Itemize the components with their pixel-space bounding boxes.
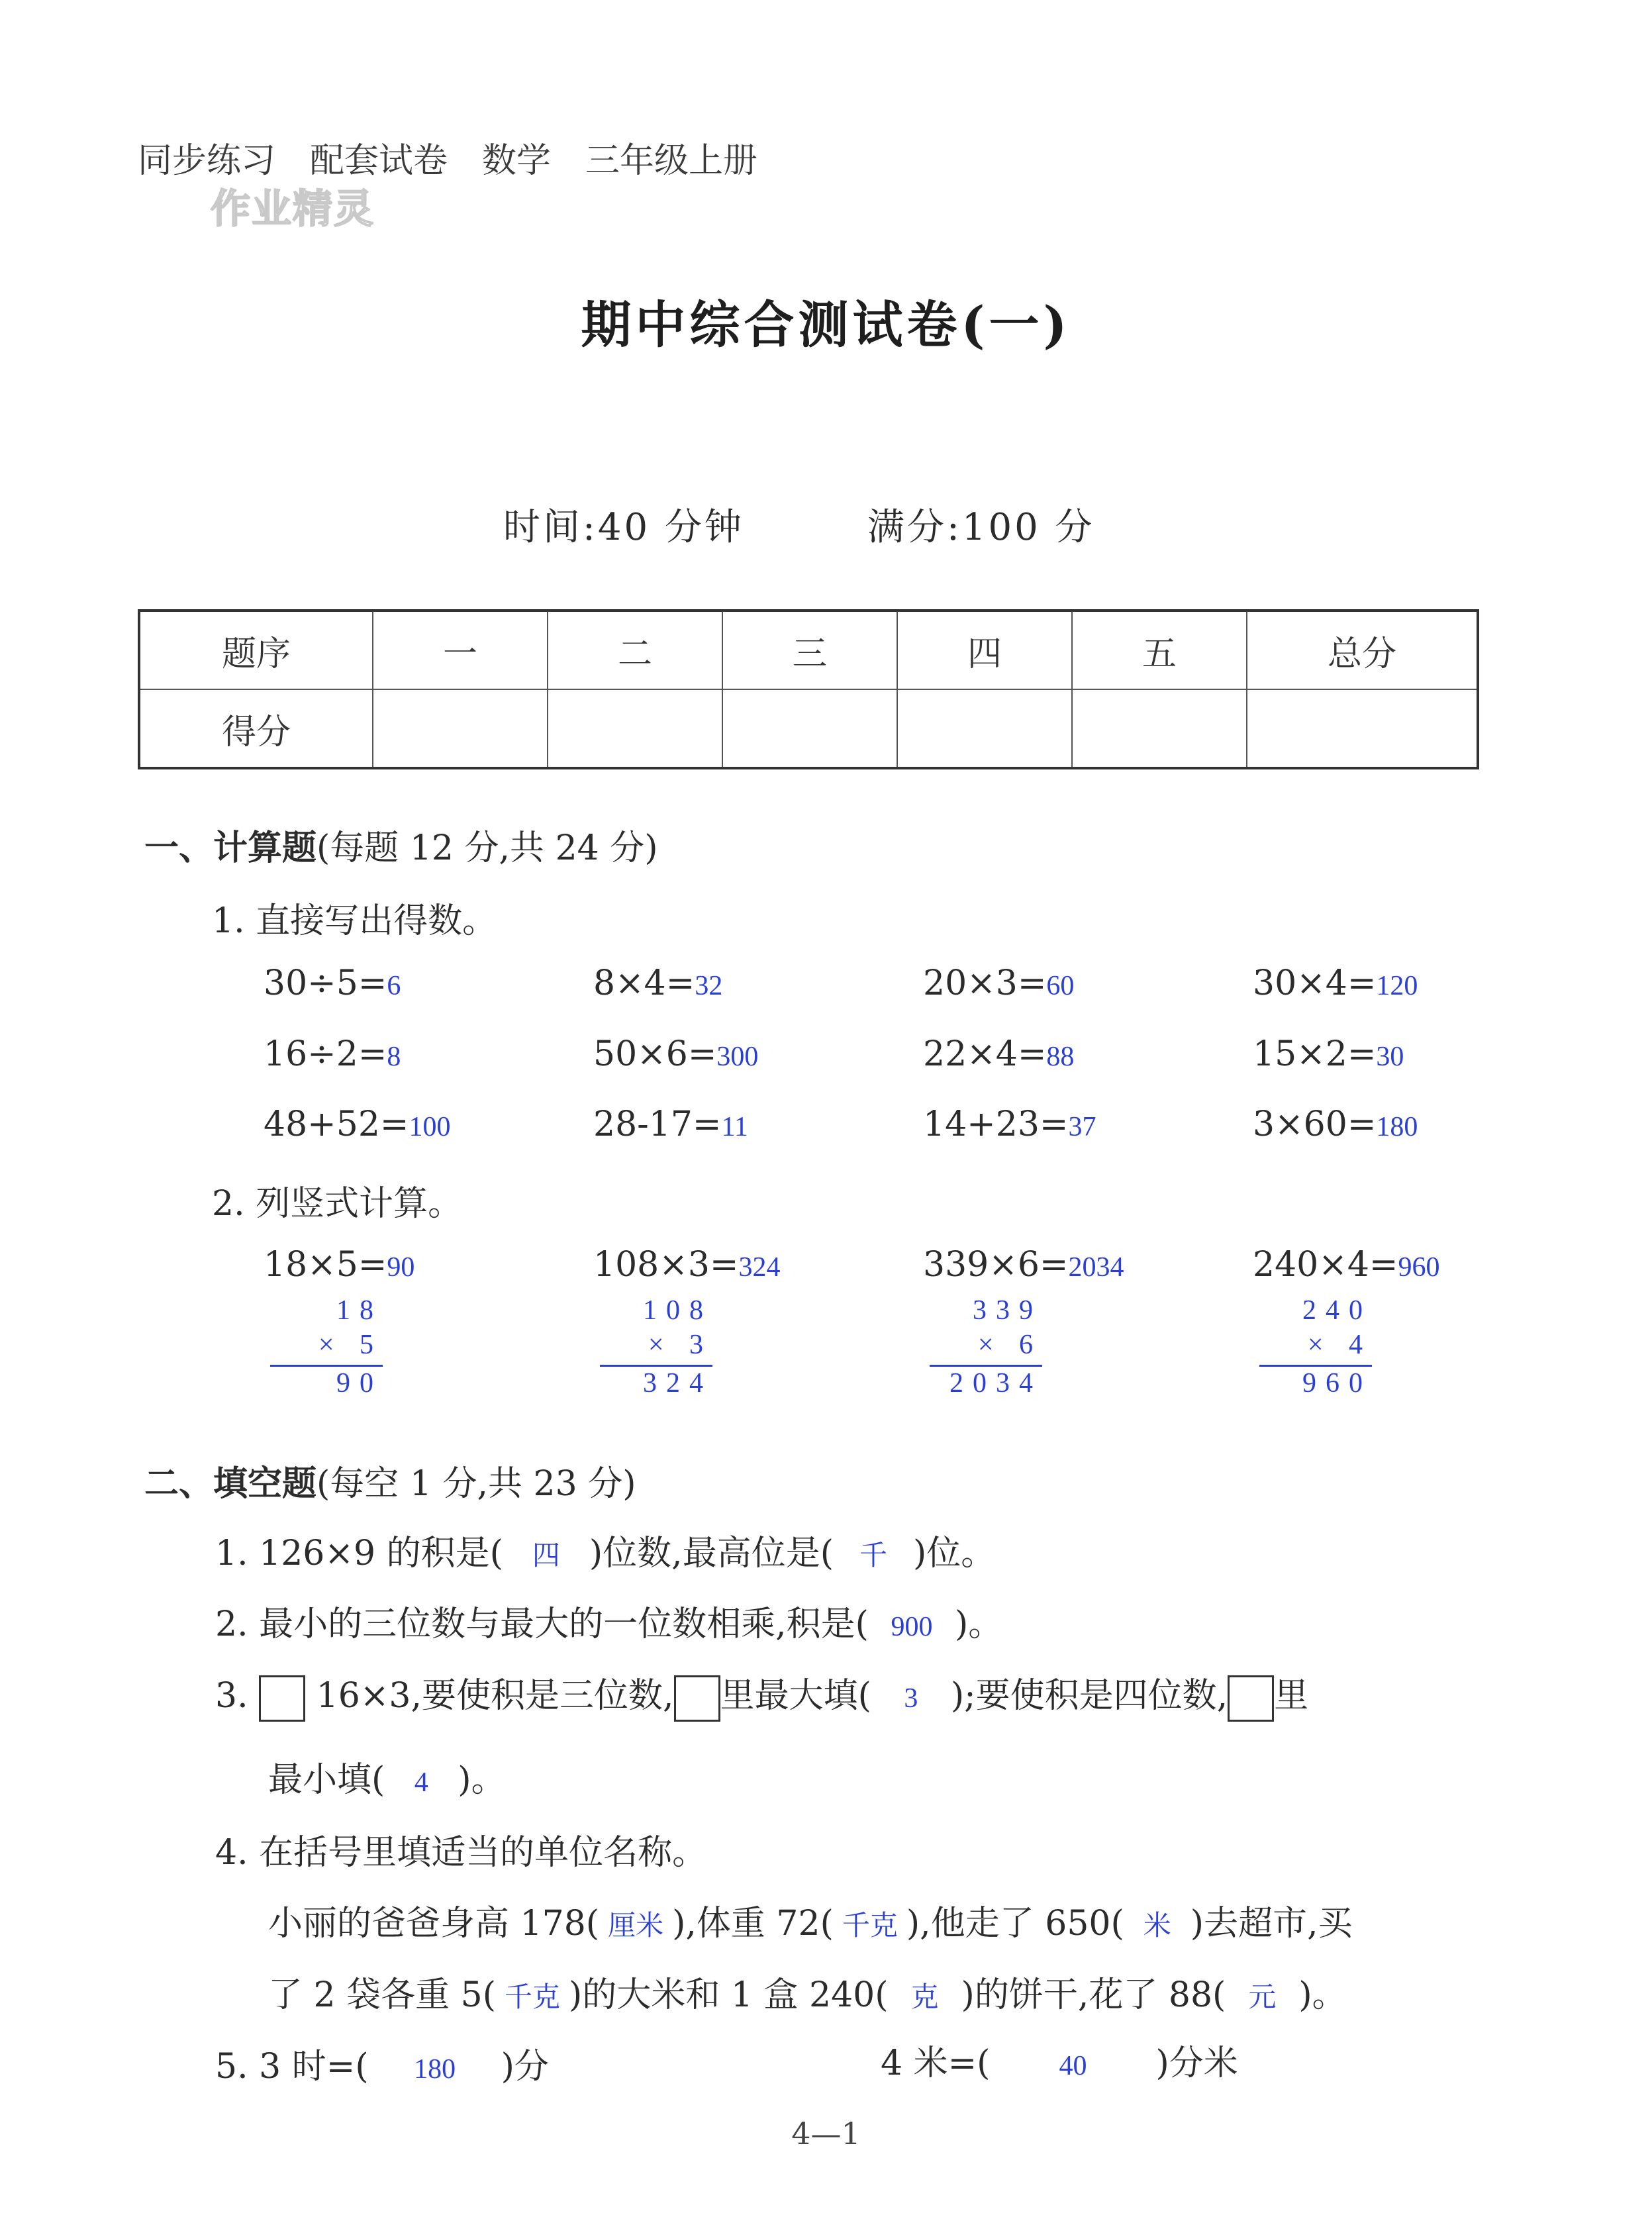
oral-calc-item <box>923 1034 1074 1074</box>
score-cell[interactable] <box>1072 689 1247 768</box>
table-cell: 总分 <box>1247 611 1478 689</box>
full-score: 满分:100 分 <box>867 506 1095 549</box>
fill-question-5b <box>881 2035 1238 2085</box>
vertical-mul: × 5 <box>318 1330 383 1360</box>
score-table-score-row <box>139 689 1478 768</box>
vertical-working <box>1259 1295 1372 1407</box>
time-limit: 时间:40 分钟 <box>503 506 744 549</box>
score-cell[interactable] <box>897 689 1072 768</box>
score-cell[interactable] <box>722 689 897 768</box>
answer: 8 <box>387 1042 401 1072</box>
table-cell: 四 <box>897 611 1072 689</box>
answer: 30 <box>1376 1042 1404 1072</box>
question-text: 最小填( <box>268 1760 385 1800</box>
question-text: )分米 <box>1155 2044 1238 2083</box>
oral-calc-item <box>593 963 722 1003</box>
answer: 千克 <box>842 1911 898 1942</box>
question-text: )。 <box>954 1604 1003 1644</box>
expression: 240×4= <box>1253 1245 1398 1285</box>
answer: 37 <box>1068 1112 1096 1142</box>
question-text: 里 <box>1274 1676 1309 1716</box>
score-table <box>138 609 1479 769</box>
blank-square[interactable] <box>674 1675 720 1722</box>
section-title: 二、填空题 <box>144 1464 317 1504</box>
answer: 11 <box>721 1112 748 1142</box>
question-text: )。 <box>458 1760 506 1800</box>
fill-question-4-label: 4. 在括号里填适当的单位名称。 <box>215 1833 707 1873</box>
answer: 元 <box>1248 1983 1277 2013</box>
expression: 16÷2= <box>264 1034 387 1074</box>
question-text: ),他走了 650( <box>906 1904 1124 1944</box>
expression: 30×4= <box>1253 963 1377 1003</box>
question-number: 3. <box>215 1676 248 1716</box>
blank-square[interactable] <box>259 1675 305 1722</box>
answer: 120 <box>1376 971 1418 1001</box>
expression: 108×3= <box>593 1245 739 1285</box>
vertical-calc-expression <box>593 1245 780 1285</box>
answer: 6 <box>387 971 401 1001</box>
question-text: ),体重 72( <box>672 1904 834 1944</box>
question-text: )去超市,买 <box>1190 1904 1353 1944</box>
score-cell[interactable] <box>548 689 722 768</box>
vertical-top: 108 <box>643 1295 712 1326</box>
table-cell: 得分 <box>139 689 373 768</box>
vertical-res: 2034 <box>949 1368 1042 1399</box>
answer: 四 <box>532 1541 560 1571</box>
section-title: 一、计算题 <box>144 828 317 868</box>
vertical-res: 90 <box>336 1368 383 1399</box>
question-text: );要使积是四位数, <box>950 1676 1228 1716</box>
expression: 3×60= <box>1253 1105 1377 1144</box>
table-cell: 五 <box>1072 611 1247 689</box>
score-table-header-row <box>139 611 1478 689</box>
vertical-mul: × 4 <box>1307 1330 1372 1360</box>
section2-heading <box>144 1455 636 1505</box>
answer: 32 <box>695 971 723 1001</box>
score-cell[interactable] <box>1247 689 1478 768</box>
expression: 22×4= <box>923 1034 1047 1074</box>
oral-calc-item <box>264 1034 401 1074</box>
question-text: 1. 126×9 的积是( <box>215 1534 503 1573</box>
expression: 18×5= <box>264 1245 387 1285</box>
vertical-top: 339 <box>973 1295 1042 1326</box>
vertical-working <box>600 1295 712 1407</box>
answer: 40 <box>1059 2051 1087 2081</box>
vertical-calc-expression <box>264 1245 414 1285</box>
vertical-calc-expression <box>923 1245 1124 1285</box>
answer: 4 <box>414 1767 428 1798</box>
question-label: 2. 列竖式计算。 <box>212 1184 463 1224</box>
oral-calc-item <box>593 1105 748 1144</box>
question-text: 5. 3 时=( <box>215 2047 369 2087</box>
answer: 300 <box>716 1042 759 1072</box>
answer: 900 <box>891 1612 933 1642</box>
expression: 50×6= <box>593 1034 717 1074</box>
question-text: 小丽的爸爸身高 178( <box>268 1904 600 1944</box>
question-text: )的饼干,花了 88( <box>961 1975 1226 2015</box>
blank-square[interactable] <box>1228 1675 1274 1722</box>
expression: 48+52= <box>264 1105 409 1144</box>
table-cell: 三 <box>722 611 897 689</box>
expression: 28-17= <box>593 1105 722 1144</box>
vertical-top: 18 <box>336 1295 383 1326</box>
answer: 180 <box>414 2054 456 2085</box>
oral-calc-item <box>1253 1105 1418 1144</box>
question-text: )位数,最高位是( <box>589 1534 834 1573</box>
oral-calc-item <box>923 1105 1096 1144</box>
question-text: 4 米=( <box>881 2044 991 2083</box>
question-text: 了 2 袋各重 5( <box>268 1975 497 2015</box>
vertical-res: 324 <box>643 1368 712 1399</box>
answer: 100 <box>409 1112 451 1142</box>
oral-calc-item <box>264 1105 450 1144</box>
vertical-divider <box>270 1365 383 1367</box>
expression: 8×4= <box>593 963 695 1003</box>
vertical-divider <box>600 1365 712 1367</box>
answer: 88 <box>1046 1042 1075 1072</box>
answer: 960 <box>1398 1252 1440 1283</box>
question-text: )的大米和 1 盒 240( <box>569 1975 889 2015</box>
book-header: 同步练习 配套试卷 数学 三年级上册 <box>138 141 758 181</box>
question-text: )位。 <box>912 1534 996 1573</box>
expression: 20×3= <box>923 963 1047 1003</box>
answer: 90 <box>387 1252 415 1283</box>
answer: 180 <box>1376 1112 1418 1142</box>
answer: 克 <box>910 1983 939 2013</box>
answer: 2034 <box>1068 1252 1124 1283</box>
section1-heading <box>144 820 658 869</box>
oral-calc-item <box>923 963 1074 1003</box>
page-number: 4—1 <box>791 2116 861 2151</box>
vertical-working <box>270 1295 383 1407</box>
vertical-calc-expression <box>1253 1245 1439 1285</box>
vertical-res: 960 <box>1302 1368 1372 1399</box>
table-cell: 二 <box>548 611 722 689</box>
question-text: )。 <box>1298 1975 1347 2015</box>
oral-calc-item <box>593 1034 758 1074</box>
answer: 千 <box>859 1541 887 1571</box>
question-text: )分 <box>501 2047 549 2087</box>
answer: 60 <box>1046 971 1075 1001</box>
page-title: 期中综合测试卷(一) <box>581 295 1071 354</box>
section-note: (每题 12 分,共 24 分) <box>316 828 658 868</box>
expression: 15×2= <box>1253 1034 1377 1074</box>
score-cell[interactable] <box>373 689 548 768</box>
fill-question-5a <box>215 2038 549 2088</box>
vertical-top: 240 <box>1302 1295 1372 1326</box>
oral-calc-item <box>1253 1034 1404 1074</box>
question-label: 1. 直接写出得数。 <box>212 901 497 941</box>
table-cell: 一 <box>373 611 548 689</box>
expression: 339×6= <box>923 1245 1069 1285</box>
answer: 米 <box>1143 1911 1171 1942</box>
vertical-divider <box>1259 1365 1372 1367</box>
fill-question-4-line1 <box>268 1895 1353 1945</box>
watermark: 作业精灵 <box>211 186 375 232</box>
expression: 14+23= <box>923 1105 1069 1144</box>
question-text: 2. 最小的三位数与最大的一位数相乘,积是( <box>215 1604 869 1644</box>
oral-calc-item <box>1253 963 1418 1003</box>
question-text: 16×3,要使积是三位数, <box>316 1676 674 1716</box>
table-cell: 题序 <box>139 611 373 689</box>
answer: 3 <box>904 1683 918 1714</box>
answer: 324 <box>738 1252 781 1283</box>
vertical-mul: × 3 <box>648 1330 712 1360</box>
fill-question-2 <box>215 1596 1002 1646</box>
question-text: 里最大填( <box>720 1676 871 1716</box>
fill-question-3 <box>215 1667 1308 1722</box>
section-note: (每空 1 分,共 23 分) <box>316 1464 636 1504</box>
vertical-divider <box>930 1365 1042 1367</box>
fill-question-4-line2 <box>268 1967 1347 2016</box>
oral-calc-item <box>264 963 401 1003</box>
fill-question-1 <box>215 1525 995 1575</box>
answer: 厘米 <box>608 1911 664 1942</box>
expression: 30÷5= <box>264 963 387 1003</box>
vertical-working <box>930 1295 1042 1407</box>
fill-question-3-cont <box>268 1751 506 1801</box>
vertical-mul: × 6 <box>977 1330 1042 1360</box>
answer: 千克 <box>505 1983 561 2013</box>
